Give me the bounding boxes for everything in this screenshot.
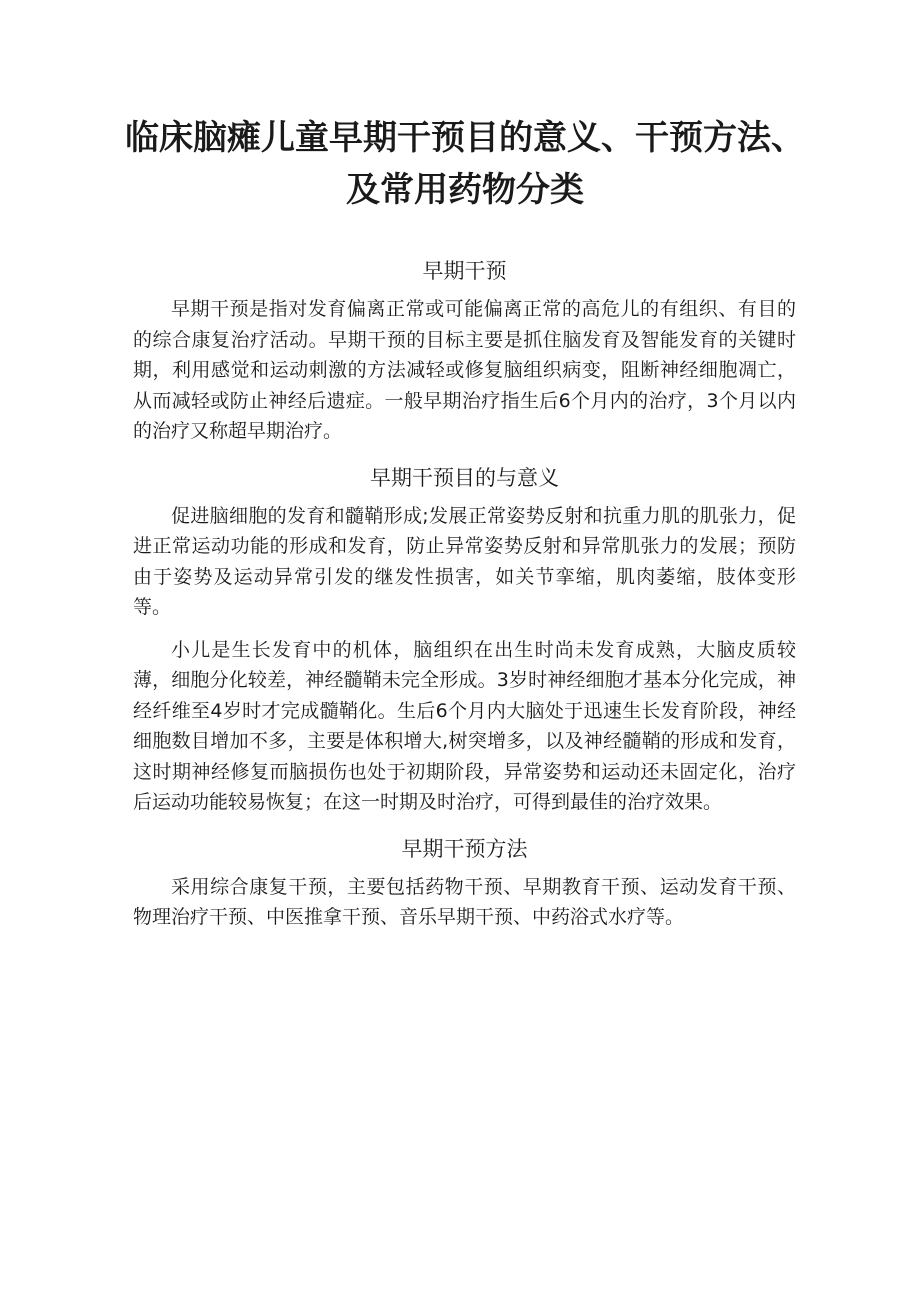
paragraph-early-intervention-definition: 早期干预是指对发育偏离正常或可能偏离正常的高危儿的有组织、有目的的综合康复治疗活动。早期干预的目标主要是抓住脑发育及智能发育的关键时期，利用感觉和运动刺激的方法减轻或修复脑组织病变，阻断神经细胞凋亡，从而减轻或防止神经后遗症。一般早期治疗指生后6个月内的治疗，3个月以内的治疗又称超早期治疗。 xyxy=(133,298,796,442)
section-heading-purpose-and-significance: 早期干预目的与意义 xyxy=(370,465,559,490)
document-title: 临床脑瘫儿童早期干预目的意义、干预方法、及常用药物分类 xyxy=(125,118,805,210)
section-heading-intervention-methods: 早期干预方法 xyxy=(401,836,528,861)
paragraph-intervention-methods: 采用综合康复干预，主要包括药物干预、早期教育干预、运动发育干预、物理治疗干预、中医推拿干预、音乐早期干预、中药浴式水疗等。 xyxy=(133,875,796,928)
section-heading-early-intervention: 早期干预 xyxy=(422,259,507,283)
paragraph-purpose: 促进脑细胞的发育和髓鞘形成;发展正常姿势反射和抗重力肌的肌张力，促进正常运动功能的形成和发育，防止异常姿势反射和异常肌张力的发展；预防由于姿势及运动异常引发的继发性损害，如关节挛缩，肌肉萎缩，肢体变形等。 xyxy=(133,504,796,618)
paragraph-significance: 小儿是生长发育中的机体，脑组织在出生时尚未发育成熟，大脑皮质较薄，细胞分化较差，神经髓鞘未完全形成。3岁时神经细胞才基本分化完成，神经纤维至4岁时才完成髓鞘化。生后6个月内大脑处于迅速生长发育阶段，神经细胞数目增加不多，主要是体积增大,树突增多，以及神经髓鞘的形成和发育，这时期神经修复而脑损伤也处于初期阶段，异常姿势和运动还未固定化，治疗后运动功能较易恢复；在这一时期及时治疗，可得到最佳的治疗效果。 xyxy=(133,638,796,813)
document-body xyxy=(133,252,796,933)
